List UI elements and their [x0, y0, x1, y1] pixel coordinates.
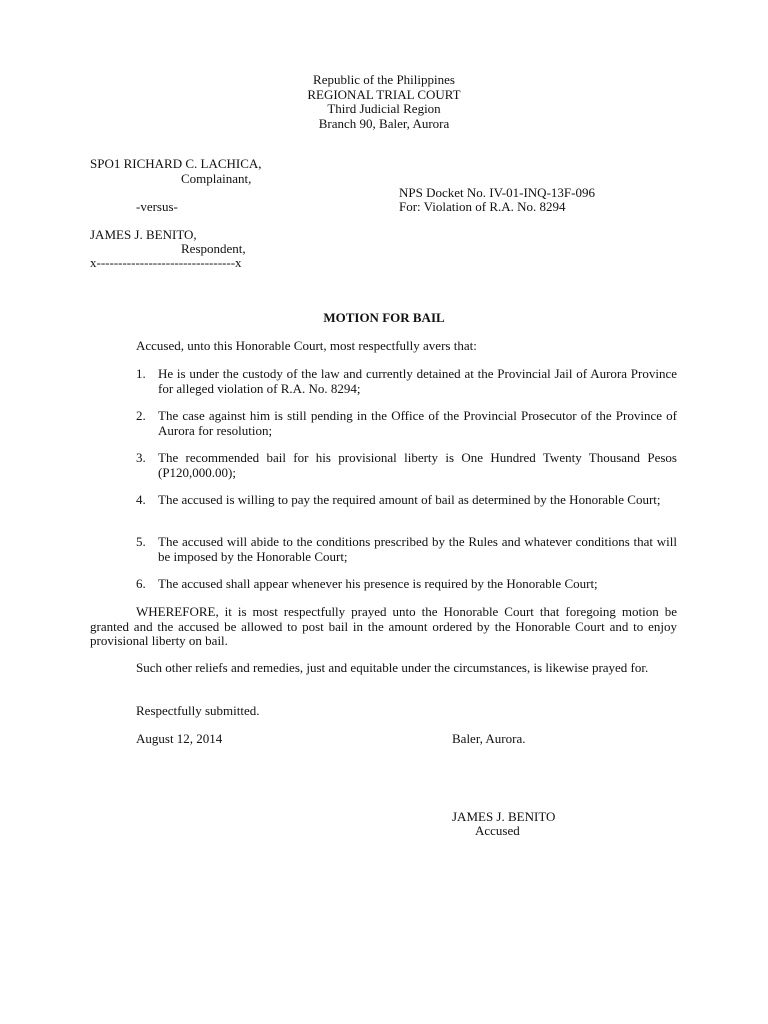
docket-number: NPS Docket No. IV-01-INQ-13F-096 — [399, 185, 595, 200]
versus-label: -versus- — [136, 199, 178, 214]
complainant-label: Complainant, — [181, 171, 252, 186]
complainant-name: SPO1 RICHARD C. LACHICA, — [90, 156, 262, 171]
respondent-name: JAMES J. BENITO, — [90, 227, 197, 242]
list-item-number: 2. — [136, 408, 146, 423]
header-region: Third Judicial Region — [327, 101, 441, 116]
list-item-text: The accused shall appear whenever his presence is required by the Honorable Court; — [158, 576, 598, 591]
reliefs-paragraph: Such other reliefs and remedies, just and equitable under the circumstances, is likewise prayed for. — [136, 660, 649, 675]
document-place: Baler, Aurora. — [452, 731, 526, 746]
list-item-text: The recommended bail for his provisional liberty is One Hundred Twenty Thousand Pesos (P120,000.00); — [158, 450, 677, 480]
header-branch: Branch 90, Baler, Aurora — [318, 115, 450, 131]
list-item-number: 5. — [136, 534, 146, 549]
list-item-number: 4. — [136, 492, 146, 507]
list-item-text: The case against him is still pending in the Office of the Provincial Prosecutor of the Province of Aurora for resolution; — [158, 408, 677, 438]
wherefore-paragraph: WHEREFORE, it is most respectfully prayed unto the Honorable Court that foregoing motion be granted and the accused be allowed to post bail in the amount ordered by the Honorable Court and to enjoy provisional liberty on bail. — [90, 604, 677, 648]
document-date: August 12, 2014 — [136, 731, 223, 746]
list-item-number: 6. — [136, 576, 146, 591]
respondent-label: Respondent, — [181, 241, 246, 256]
list-item-text: He is under the custody of the law and currently detained at the Provincial Jail of Aurora Province for alleged violation of R.A. No. 8294; — [158, 366, 677, 396]
caption-separator: x--------------------------------x — [90, 255, 242, 270]
header-republic: Republic of the Philippines — [313, 72, 455, 87]
list-item-text: The accused is willing to pay the required amount of bail as determined by the Honorable Court; — [158, 492, 661, 507]
court-header — [0, 73, 768, 131]
signatory-role: Accused — [475, 823, 520, 838]
violation-label: For: Violation of R.A. No. 8294 — [399, 199, 566, 214]
list-item-number: 1. — [136, 366, 146, 381]
list-item-number: 3. — [136, 450, 146, 465]
intro-paragraph: Accused, unto this Honorable Court, most respectfully avers that: — [136, 338, 477, 353]
document-title: MOTION FOR BAIL — [323, 310, 445, 325]
signatory-name: JAMES J. BENITO — [452, 809, 556, 824]
list-item-text: The accused will abide to the conditions prescribed by the Rules and whatever conditions that will be imposed by the Honorable Court; — [158, 534, 677, 564]
submitted-line: Respectfully submitted. — [136, 703, 260, 718]
header-court: REGIONAL TRIAL COURT — [307, 86, 461, 102]
